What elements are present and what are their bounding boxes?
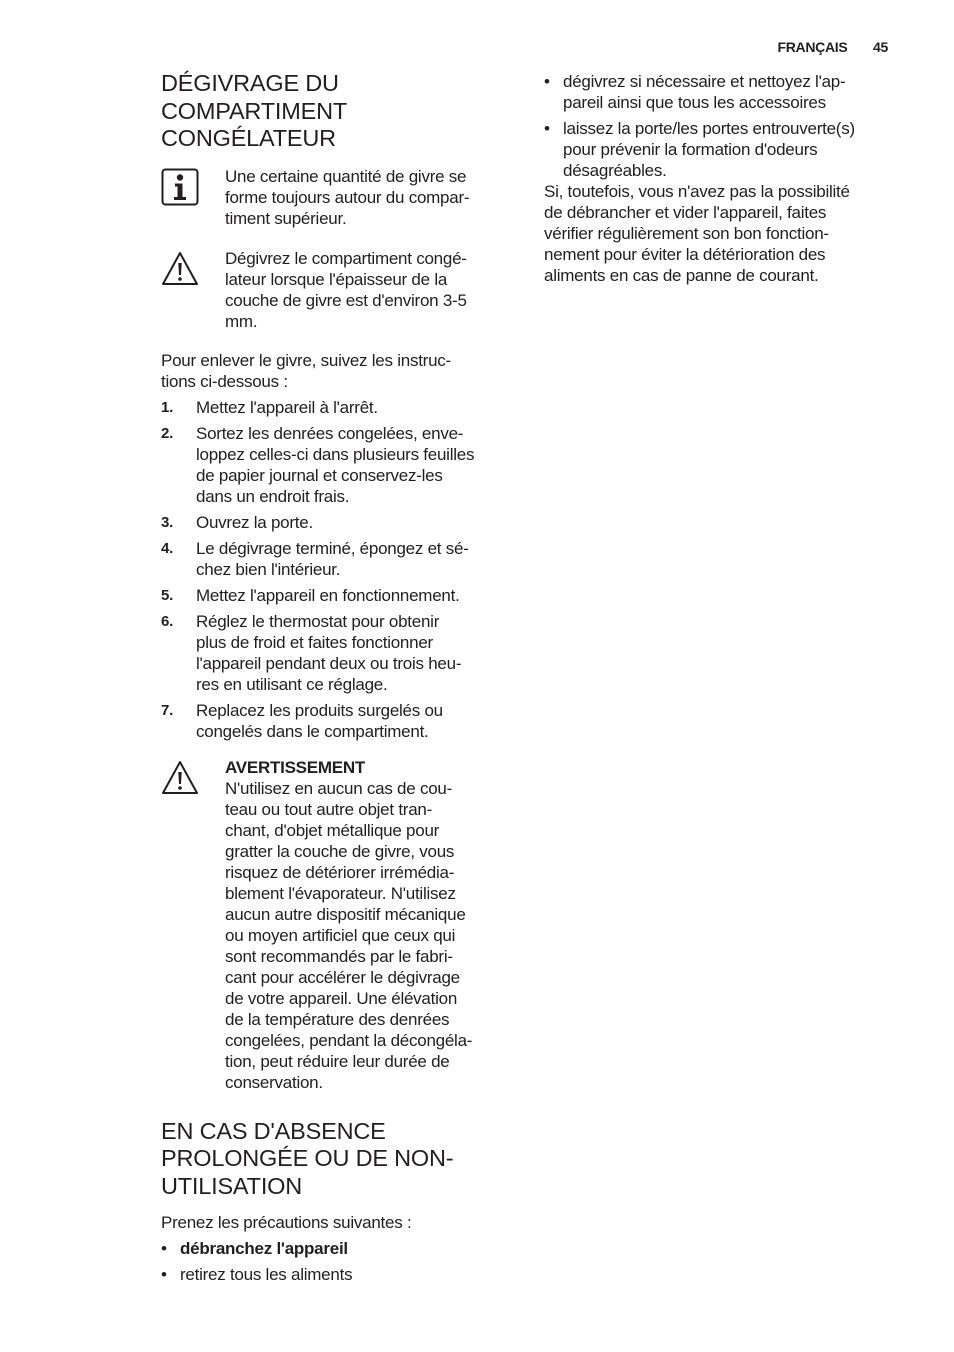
bullet-text: pour prévenir la formation d'odeurs	[563, 140, 818, 159]
notice-line: forme toujours autour du compar-	[225, 187, 470, 207]
notice-line: timent supérieur.	[225, 208, 347, 228]
step-item	[161, 538, 516, 580]
step-text: l'appareil pendant deux ou trois heu-	[196, 653, 462, 673]
step-item	[161, 585, 516, 606]
step-number: 7.	[161, 701, 174, 719]
title-line: UTILISATION	[161, 1172, 302, 1199]
bullet-text: débranchez l'appareil	[180, 1239, 348, 1258]
title-line: COMPARTIMENT	[161, 97, 348, 124]
step-text: Ouvrez la porte.	[196, 512, 313, 532]
step-number: 1.	[161, 398, 174, 416]
step-item	[161, 700, 516, 742]
precautions-list-right	[544, 71, 896, 181]
step-item	[161, 512, 516, 533]
caution-line: gratter la couche de givre, vous	[225, 841, 455, 861]
notice-line: lateur lorsque l'épaisseur de la	[225, 269, 448, 289]
intro-line: tions ci-dessous :	[161, 371, 288, 391]
closing-line: nement pour éviter la détérioration des	[544, 245, 826, 264]
step-number: 6.	[161, 612, 174, 630]
bullet-text: retirez tous les aliments	[180, 1265, 353, 1284]
notice-line: Une certaine quantité de givre se	[225, 166, 467, 186]
closing-line: aliments en cas de panne de courant.	[544, 266, 819, 285]
step-text: Replacez les produits surgelés ou	[196, 700, 443, 720]
bullet-item	[161, 1238, 516, 1259]
section-title-defrost	[161, 70, 516, 153]
caution-line: tion, peut réduire leur durée de	[225, 1051, 450, 1071]
bullet-text: désagréables.	[563, 161, 667, 180]
step-text: Mettez l'appareil en fonctionnement.	[196, 585, 460, 605]
info-icon	[161, 168, 199, 206]
closing-paragraph	[544, 181, 896, 286]
left-column	[161, 70, 516, 1290]
step-text: Mettez l'appareil à l'arrêt.	[196, 397, 378, 417]
bullet-text: pareil ainsi que tous les accessoires	[563, 93, 826, 112]
caution-notice	[161, 757, 516, 1093]
instructions-intro	[161, 350, 516, 392]
step-item	[161, 397, 516, 418]
caution-line: N'utilisez en aucun cas de cou-	[225, 778, 453, 798]
header-language: FRANÇAIS	[777, 39, 848, 55]
step-number: 2.	[161, 424, 174, 442]
notice-line: Dégivrez le compartiment congé-	[225, 248, 467, 268]
caution-line: conservation.	[225, 1072, 323, 1092]
step-item	[161, 423, 516, 507]
caution-line: de votre appareil. Une élévation	[225, 988, 458, 1008]
caution-line: teau ou tout autre objet tran-	[225, 799, 433, 819]
caution-heading: AVERTISSEMENT	[225, 757, 366, 777]
closing-line: Si, toutefois, vous n'avez pas la possibilité	[544, 182, 850, 201]
defrost-steps	[161, 397, 516, 742]
bullet-item	[161, 1264, 516, 1285]
page-header	[777, 39, 888, 55]
page-number: 45	[873, 39, 888, 55]
step-text: plus de froid et faites fonctionner	[196, 632, 433, 652]
warning-triangle-icon	[161, 250, 199, 288]
step-text: chez bien l'intérieur.	[196, 559, 341, 579]
step-text: Le dégivrage terminé, épongez et sé-	[196, 538, 469, 558]
title-line: EN CAS D'ABSENCE	[161, 1117, 386, 1144]
caution-line: chant, d'objet métallique pour	[225, 820, 440, 840]
right-column	[544, 71, 896, 286]
caution-line: congelées, pendant la décongéla-	[225, 1030, 473, 1050]
bullet-item	[544, 71, 896, 113]
step-text: de papier journal et conservez-les	[196, 465, 443, 485]
step-number: 4.	[161, 539, 174, 557]
warning-notice	[161, 248, 516, 332]
bullet-symbol: •	[544, 72, 550, 91]
step-number: 5.	[161, 586, 174, 604]
notice-line: couche de givre est d'environ 3-5	[225, 290, 467, 310]
precautions-list-left	[161, 1238, 516, 1285]
intro-line: Pour enlever le givre, suivez les instruc-	[161, 350, 451, 370]
info-notice	[161, 166, 516, 229]
caution-line: sont recommandés par le fabri-	[225, 946, 453, 966]
step-number: 3.	[161, 513, 174, 531]
caution-line: cant pour accélérer le dégivrage	[225, 967, 460, 987]
closing-line: vérifier régulièrement son bon fonction-	[544, 224, 829, 243]
bullet-symbol: •	[161, 1265, 167, 1284]
bullet-item	[544, 118, 896, 181]
caution-line: blement l'évaporateur. N'utilisez	[225, 883, 456, 903]
step-text: loppez celles-ci dans plusieurs feuilles	[196, 444, 475, 464]
caution-line: ou moyen artificiel que ceux qui	[225, 925, 456, 945]
caution-line: risquez de détériorer irrémédia-	[225, 862, 455, 882]
bullet-text: dégivrez si nécessaire et nettoyez l'ap-	[563, 72, 846, 91]
step-text: Réglez le thermostat pour obtenir	[196, 611, 440, 631]
warning-triangle-icon	[161, 759, 199, 797]
step-text: res en utilisant ce réglage.	[196, 674, 388, 694]
bullet-text: laissez la porte/les portes entrouverte(s)	[563, 119, 855, 138]
closing-line: de débrancher et vider l'appareil, faites	[544, 203, 827, 222]
notice-line: mm.	[225, 311, 258, 331]
section-title-absence	[161, 1118, 516, 1201]
step-item	[161, 611, 516, 695]
caution-line: aucun autre dispositif mécanique	[225, 904, 466, 924]
step-text: dans un endroit frais.	[196, 486, 350, 506]
title-line: DÉGIVRAGE DU	[161, 70, 339, 96]
step-text: congelés dans le compartiment.	[196, 721, 429, 741]
title-line: PROLONGÉE OU DE NON-	[161, 1145, 454, 1171]
precautions-intro: Prenez les précautions suivantes :	[161, 1213, 412, 1232]
step-text: Sortez les denrées congelées, enve-	[196, 423, 464, 443]
bullet-symbol: •	[544, 119, 550, 138]
title-line: CONGÉLATEUR	[161, 125, 336, 151]
caution-line: de la température des denrées	[225, 1009, 450, 1029]
bullet-symbol: •	[161, 1239, 167, 1258]
